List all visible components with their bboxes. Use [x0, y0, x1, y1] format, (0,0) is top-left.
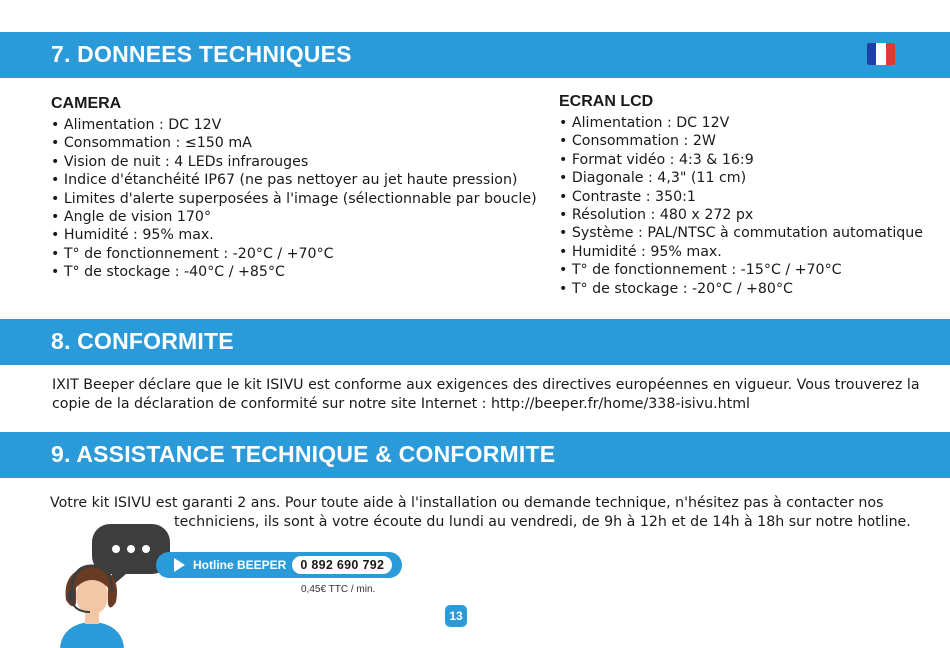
list-item: • Résolution : 480 x 272 px: [559, 206, 923, 224]
list-item: • Alimentation : DC 12V: [51, 116, 537, 134]
list-item: • Limites d'alerte superposées à l'image (sélectionnable par boucle): [51, 190, 537, 208]
conformity-text: [52, 376, 920, 414]
lcd-spec-list: [559, 114, 923, 298]
list-item: • Diagonale : 4,3" (11 cm): [559, 169, 923, 187]
section-8-title: 8. CONFORMITE: [51, 328, 234, 354]
list-item: • Système : PAL/NTSC à commutation automatique: [559, 224, 923, 242]
list-item: • Consommation : 2W: [559, 132, 923, 150]
list-item: • T° de stockage : -20°C / +80°C: [559, 280, 923, 298]
section-8-header: [0, 319, 950, 365]
list-item: • T° de fonctionnement : -15°C / +70°C: [559, 261, 923, 279]
list-item: • Contraste : 350:1: [559, 188, 923, 206]
assistance-line-1: Votre kit ISIVU est garanti 2 ans. Pour toute aide à l'installation ou demande technique, n'hésitez pas à contacter nos: [50, 495, 884, 511]
list-item: • Consommation : ≤150 mA: [51, 134, 537, 152]
list-item: • Humidité : 95% max.: [51, 226, 537, 244]
play-icon: [174, 558, 185, 572]
section-9-title: 9. ASSISTANCE TECHNIQUE & CONFORMITE: [51, 441, 556, 467]
conformity-line-1: IXIT Beeper déclare que le kit ISIVU est conforme aux exigences des directives européennes en vigueur. Vous trouverez la: [52, 377, 920, 393]
assistance-text: [50, 494, 911, 532]
list-item: • Humidité : 95% max.: [559, 243, 923, 261]
section-7-title: 7. DONNEES TECHNIQUES: [51, 41, 352, 67]
assistance-line-2: techniciens, ils sont à votre écoute du lundi au vendredi, de 9h à 12h et de 14h à 18h sur notre hotline.: [174, 514, 911, 530]
camera-specs: [51, 94, 537, 282]
page-number: 13: [445, 605, 467, 627]
section-7-header: [0, 32, 950, 78]
camera-spec-list: [51, 116, 537, 282]
section-9-header: [0, 432, 950, 478]
french-flag-icon: [867, 43, 895, 65]
list-item: • T° de fonctionnement : -20°C / +70°C: [51, 245, 537, 263]
list-item: • Indice d'étanchéité IP67 (ne pas nettoyer au jet haute pression): [51, 171, 537, 189]
hotline-number[interactable]: 0 892 690 792: [292, 556, 392, 574]
list-item: • Format vidéo : 4:3 & 16:9: [559, 151, 923, 169]
list-item: • Angle de vision 170°: [51, 208, 537, 226]
list-item: • T° de stockage : -40°C / +85°C: [51, 263, 537, 281]
list-item: • Vision de nuit : 4 LEDs infrarouges: [51, 153, 537, 171]
hotline-label: Hotline BEEPER: [193, 558, 287, 572]
support-agent-icon: [52, 520, 172, 648]
hotline-price: 0,45€ TTC / min.: [301, 584, 376, 595]
camera-heading: CAMERA: [51, 95, 122, 112]
lcd-heading: ECRAN LCD: [559, 93, 654, 110]
hotline-badge[interactable]: [156, 552, 402, 578]
lcd-specs: [559, 92, 923, 298]
conformity-line-2: copie de la déclaration de conformité sur notre site Internet : http://beeper.fr/home/338-isivu.html: [52, 396, 750, 412]
list-item: • Alimentation : DC 12V: [559, 114, 923, 132]
